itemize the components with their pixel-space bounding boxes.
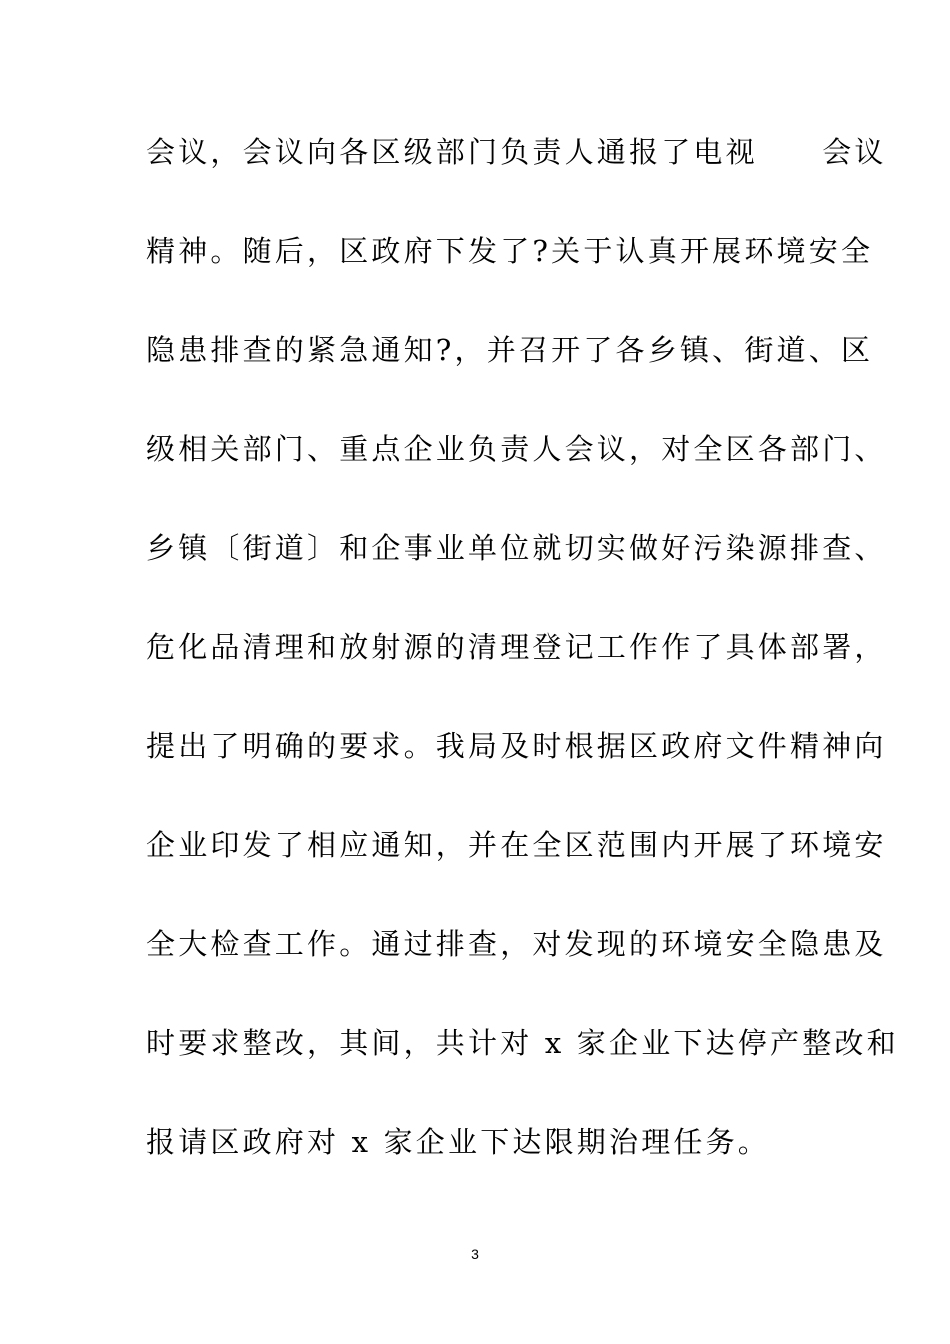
body-paragraph: [146, 122, 899, 1211]
text-line: 企业印发了相应通知，并在全区范围内开展了环境安: [146, 828, 887, 862]
page-number: 3: [471, 1246, 479, 1262]
text-line: 危化品清理和放射源的清理登记工作作了具体部署，: [146, 630, 887, 664]
text-line: 精神。随后，区政府下发了?关于认真开展环境安全: [146, 234, 874, 268]
text-line: 报请区政府对 x 家企业下达限期治理任务。: [146, 1125, 770, 1159]
text-line: 提出了明确的要求。我局及时根据区政府文件精神向: [146, 729, 887, 763]
text-line: 会议，会议向各区级部门负责人通报了电视 会议: [146, 135, 887, 169]
text-line: 时要求整改，其间，共计对 x 家企业下达停产整改和: [146, 1026, 899, 1060]
text-line: 全大检查工作。通过排查，对发现的环境安全隐患及: [146, 927, 887, 961]
text-line: 隐患排查的紧急通知?，并召开了各乡镇、街道、区: [146, 333, 874, 367]
text-line: 乡镇〔街道〕和企事业单位就切实做好污染源排查、: [146, 531, 887, 565]
text-line: 级相关部门、重点企业负责人会议，对全区各部门、: [146, 432, 887, 466]
